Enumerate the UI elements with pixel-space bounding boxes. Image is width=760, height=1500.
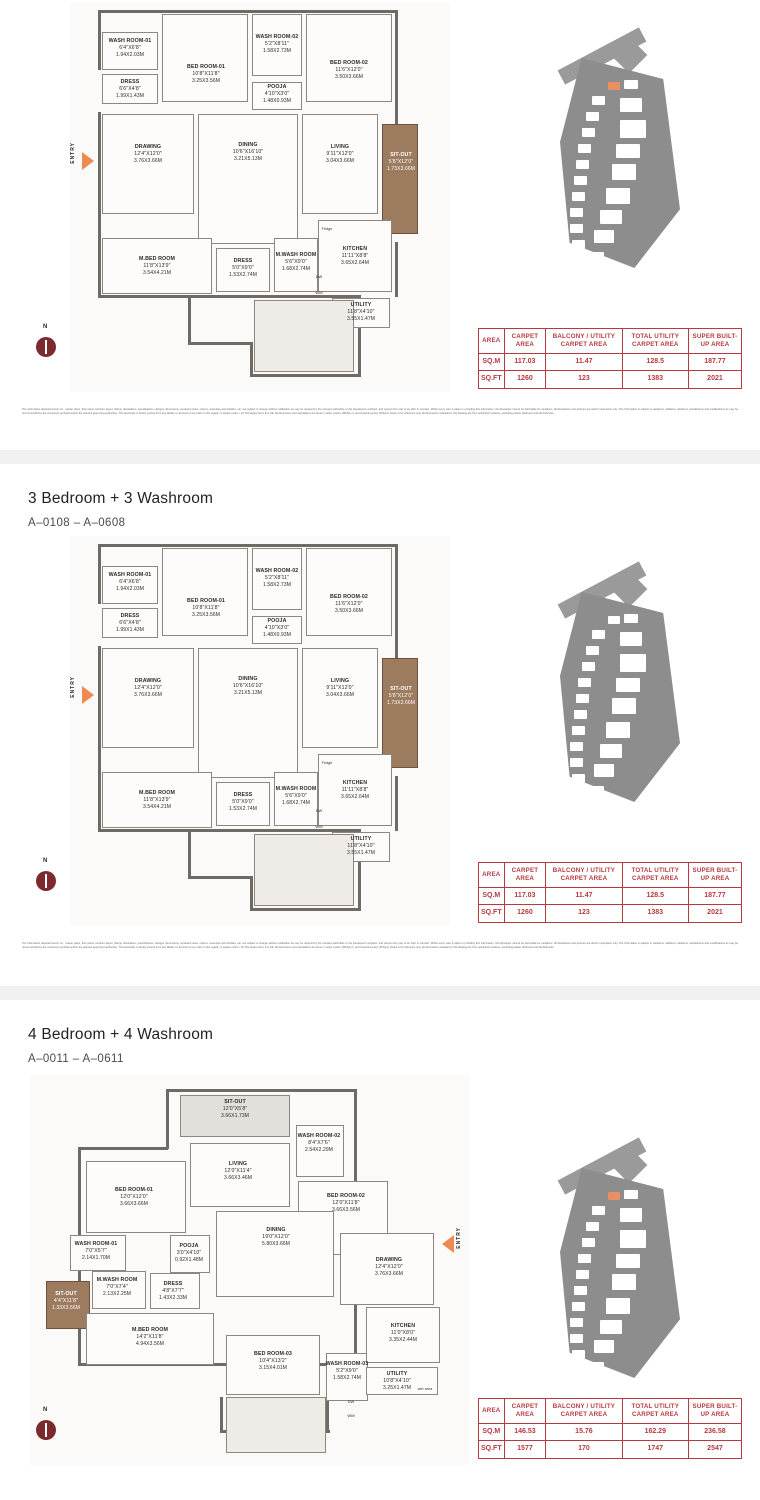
th-super-built-up-area: SUPER BUILT-UP AREA (688, 863, 741, 888)
table-header-row (479, 1399, 742, 1424)
unit-title: 4 Bedroom + 4 Washroom (28, 1026, 214, 1043)
table-row: SQ.M 146.53 15.76 162.29 236.58 (479, 1423, 742, 1441)
room-bed-room-02 (306, 14, 392, 102)
label-wash-room-01: WASH ROOM-01 (108, 38, 152, 44)
entry-label: ENTRY (70, 676, 76, 698)
unit-block-3 (0, 1000, 760, 1500)
unit-subtitle: A–0108 – A–0608 (28, 517, 126, 529)
th-area: AREA (479, 1399, 505, 1424)
room-dining (198, 114, 298, 244)
entry-arrow (82, 686, 94, 704)
room-sit-out (382, 124, 418, 234)
label-dw: DW (315, 274, 323, 279)
label-wm: WM (315, 290, 323, 295)
disclaimer-2: The information depicted herein viz., master plans, floor plans, furniture layout, fittings, illustrations, specifications, designs, dimensions, rendered views, colours, amenities and facilities, etc. are subject to change without notification as may be required by the relevant authorities or the Developer's architect, and cannot form part of an offer or contract. Whilst every care is taken in providing this information, the Developer cannot be held liable for variations. All illustrations and pictures are artist's impression only. The information is subject to variations, additions, deletions, substitutions and modifications as may be recommended by the company's architect and/or the relevant approving authorities. The Developer is wholly exempt from any liability on account of any claim in this regard. (1 square metre = 10.764 square feet). E & OE. All dimensions and calculations are done in metric system (MKSq.m), and imperial system (Ft/Sq.ft) shown is for reference only. All dimensions indicated in this drawing are from unfinished surfaces, excluding plaster thickness and tile thickness. (22, 942, 738, 950)
label-dw: DW (347, 1399, 355, 1404)
th-super-built-up-area: SUPER BUILT-UP AREA (688, 329, 741, 354)
entry-arrow (442, 1235, 454, 1253)
area-table-1 (478, 328, 742, 389)
table-row: SQ.FT 1577 170 1747 2547 (479, 1441, 742, 1459)
unit-header-3 (0, 1000, 760, 1065)
compass-label: N (43, 324, 48, 330)
label-wet-area: wet area (417, 1387, 433, 1391)
entry-arrow (82, 152, 94, 170)
key-plan-2 (520, 574, 720, 824)
table-row: SQ.M 117.03 11.47 128.5 187.77 (479, 887, 742, 905)
th-total-utility-carpet-area: TOTAL UTILITY CARPET AREA (622, 863, 688, 888)
room-lobby (226, 1397, 326, 1453)
th-super-built-up-area: SUPER BUILT-UP AREA (688, 1399, 741, 1424)
key-plan-1 (520, 40, 720, 290)
room-dining (216, 1211, 334, 1297)
label-wm: WM (347, 1413, 355, 1418)
room-sit-out (382, 658, 418, 768)
floor-plan-2: WASH ROOM-01 6'4"X6'8" 1.94X2.03M DRESS 6'6"X4'8" 1.99X1.43M BED ROOM-01 10'8"X11'8" 3.25X3.56M WASH ROOM-02 5'2"X8'11" 1.58X2.73M BED ROOM-02 11'6"X12'0" 3.50X3.66M POOJA 4'10"X3'0" 1.48X0.93M DRAWING 12'4"X12'0" 3.76X3.66M DINING 10'6"X16'10" 3.21X5.13M LIVING 9'11"X12'0" 3.04X3.66M SIT-OUT 5'8"X12'0" 1.73X3.66M KITCHEN 11'11"X8'8" 3.65X2.64M M.BED ROOM 11'8"X13'9" 3.54X4.21M DRESS 5'0"X9'0" 1.53X2.74M M.WASH ROOM 5'6"X9'0" 1.68X2.74M UTILITY 11'8"X4'10" 3.55X1.47M DW WM Fridge ENTRY N (70, 536, 450, 926)
table-row: SQ.FT 1260 123 1383 2021 (479, 905, 742, 923)
unit-header-2 (0, 464, 760, 529)
label-wm: WM (315, 824, 323, 829)
room-dining (198, 648, 298, 778)
table-row: SQ.FT 1260 123 1383 2021 (479, 371, 742, 389)
th-total-utility-carpet-area: TOTAL UTILITY CARPET AREA (622, 329, 688, 354)
area-table-3 (478, 1398, 742, 1459)
table-header-row (479, 863, 742, 888)
label-fridge: Fridge (321, 227, 333, 231)
unit-block-2 (0, 464, 760, 986)
th-carpet-area: CARPET AREA (504, 1399, 546, 1424)
th-balcony-utility-carpet-area: BALCONY / UTILITY CARPET AREA (546, 1399, 622, 1424)
disclaimer-1: The information depicted herein viz., master plans, floor plans, furniture layout, fittings, illustrations, specifications, designs, dimensions, rendered views, colours, amenities and facilities, etc. are subject to change without notification as may be required by the relevant authorities or the Developer's architect, and cannot form part of an offer or contract. Whilst every care is taken in providing this information, the Developer cannot be held liable for variations. All illustrations and pictures are artist's impression only. The information is subject to variations, additions, deletions, substitutions and modifications as may be recommended by the company's architect and/or the relevant approving authorities. The Developer is wholly exempt from any liability on account of any claim in this regard. (1 square metre = 10.764 square feet). E & OE. All dimensions and calculations are done in metric system (MKSq.m), and imperial system (Ft/Sq.ft) shown is for reference only. All dimensions indicated in this drawing are from unfinished surfaces, excluding plaster thickness and tile thickness. (22, 408, 738, 416)
th-balcony-utility-carpet-area: BALCONY / UTILITY CARPET AREA (546, 329, 622, 354)
unit-title: 3 Bedroom + 3 Washroom (28, 490, 214, 507)
compass-label: N (43, 1407, 48, 1413)
room-bed-room-01 (162, 14, 248, 102)
th-total-utility-carpet-area: TOTAL UTILITY CARPET AREA (622, 1399, 688, 1424)
table-row: SQ.M 117.03 11.47 128.5 187.77 (479, 353, 742, 371)
section-divider (0, 450, 760, 464)
floor-plan-1: WASH ROOM-01 6'4"X6'8" 1.94X2.03M DRESS 6'6"X4'8" 1.99X1.43M BED ROOM-01 10'8"X11'8" 3.25X3.56M WASH ROOM-02 5'2"X8'11" 1.58X2.73M BED ROOM-02 11'6"X12'0" 3.50X3.66M POOJA 4'10"X3'0" 1.48X0.93M DRAWING 12'4"X12'0" 3.76X3.66M DINING 10'6"X16'10" 3.21X5.13M LIVING 9'11"X12'0" 3.04X3.66M SIT-OUT 5'8"X12'0" 1.73X3.66M KITCHEN 11'11"X8'8" 3.65X2.64M M.BED ROOM 11'8"X13'9" 3.54X4.21M DRESS 5'0"X9'0" 1.53X2.74M M.WASH ROOM 5'6"X9'0" 1.68X2.74M UTILITY 11'8"X4'10" 3.55X1.47M DW WM Fridge ENTRY N (70, 2, 450, 392)
table-header-row (479, 329, 742, 354)
th-area: AREA (479, 329, 505, 354)
th-balcony-utility-carpet-area: BALCONY / UTILITY CARPET AREA (546, 863, 622, 888)
th-carpet-area: CARPET AREA (504, 863, 546, 888)
th-area: AREA (479, 863, 505, 888)
compass-label: N (43, 858, 48, 864)
entry-label: ENTRY (456, 1227, 462, 1249)
label-dw: DW (315, 808, 323, 813)
key-plan-3 (520, 1150, 720, 1400)
room-bed-room-01 (162, 548, 248, 636)
section-divider (0, 986, 760, 1000)
label-fridge: Fridge (321, 761, 333, 765)
entry-label: ENTRY (70, 142, 76, 164)
unit-block-1 (0, 0, 760, 450)
floor-plan-3: SIT-OUT 12'0"X5'8" 3.66X1.73M LIVING 12'0"X11'4" 3.66X3.46M WASH ROOM-02 8'4"X7'6" 2.54X2.29M BED ROOM-02 12'0"X11'8" 3.66X3.56M BED ROOM-01 12'0"X12'0" 3.66X3.66M WASH ROOM-01 7'0"X5'7" 2.14X1.70M POOJA 3'0"X4'10" 0.92X1.48M DINING 19'0"X12'0" 5.80X3.66M DRAWING 12'4"X12'0" 3.76X3.66M M.WASH ROOM 7'0"X7'4" 2.13X2.25M DRESS 4'8"X7'7" 1.43X2.33M SIT-OUT 4'4"X11'8" 1.33X3.56M M.BED ROOM 14'2"X11'8" 4.94X3.56M BED ROOM-03 10'4"X13'2" 3.15X4.01M WASH ROOM-03 5'2"X9'0" 1.58X2.74M KITCHEN 11'0"X8'0" 3.35X2.44M UTILITY 10'8"X4'10" 3.25X1.47M DW WM wet area ENTRY N (30, 1075, 470, 1465)
th-carpet-area: CARPET AREA (504, 329, 546, 354)
room-bed-room-02 (306, 548, 392, 636)
unit-subtitle: A–0011 – A–0611 (28, 1053, 124, 1065)
area-table-2 (478, 862, 742, 923)
